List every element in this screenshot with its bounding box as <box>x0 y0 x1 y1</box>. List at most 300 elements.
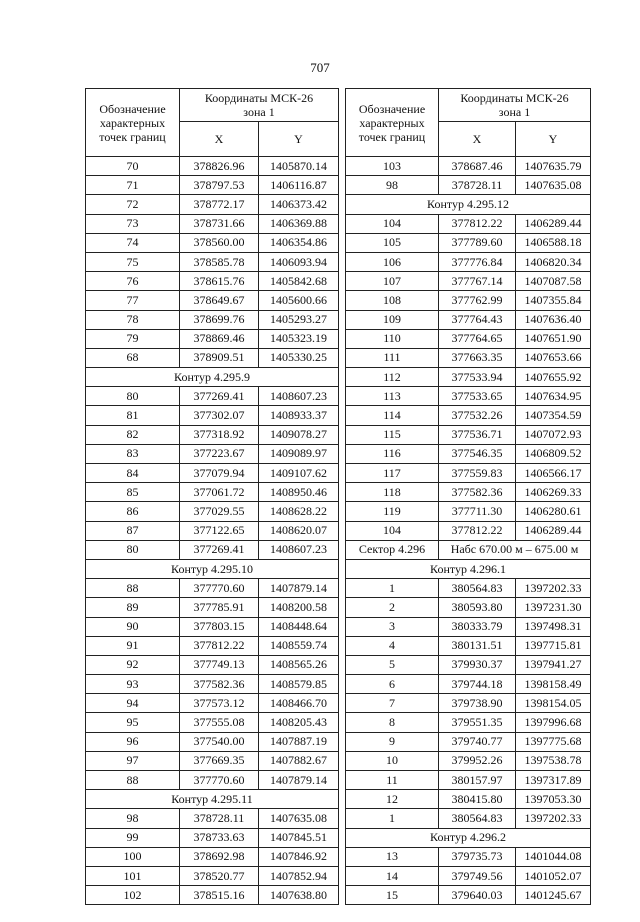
point-id: 7 <box>346 694 439 713</box>
x-coordinate: 378692.98 <box>180 847 259 866</box>
section-title: Контур 4.295.9 <box>86 368 339 387</box>
x-coordinate: 377536.71 <box>439 425 516 444</box>
y-coordinate: 1408620.07 <box>259 521 339 540</box>
point-id: 8 <box>346 713 439 732</box>
table-row <box>86 176 339 195</box>
point-id: 14 <box>346 866 439 885</box>
y-coordinate: 1406354.86 <box>259 233 339 252</box>
y-coordinate: 1401052.07 <box>516 866 591 885</box>
section-title: Контур 4.295.11 <box>86 790 339 809</box>
point-id: 68 <box>86 348 180 367</box>
table-row <box>86 655 339 674</box>
y-coordinate: 1401044.08 <box>516 847 591 866</box>
table-row <box>86 329 339 348</box>
table-row <box>346 329 591 348</box>
x-coordinate: 377770.60 <box>180 771 259 790</box>
y-coordinate: 1406280.61 <box>516 502 591 521</box>
section-row <box>86 790 339 809</box>
y-coordinate: 1407635.08 <box>516 176 591 195</box>
point-id: 101 <box>86 866 180 885</box>
y-coordinate: 1409089.97 <box>259 444 339 463</box>
point-id: 99 <box>86 828 180 847</box>
x-coordinate: 378520.77 <box>180 866 259 885</box>
table-row <box>346 368 591 387</box>
x-coordinate: 378699.76 <box>180 310 259 329</box>
table-row <box>346 291 591 310</box>
table-row <box>86 598 339 617</box>
point-id: 90 <box>86 617 180 636</box>
y-coordinate: 1407354.59 <box>516 406 591 425</box>
point-id: 100 <box>86 847 180 866</box>
section-row <box>346 559 591 578</box>
point-id: 80 <box>86 387 180 406</box>
page-number: 707 <box>310 60 330 75</box>
table-row <box>346 406 591 425</box>
y-coordinate: 1398158.49 <box>516 675 591 694</box>
table-row <box>86 195 339 214</box>
x-coordinate: 377812.22 <box>180 636 259 655</box>
point-id: 107 <box>346 272 439 291</box>
point-id: 104 <box>346 214 439 233</box>
header-x: X <box>439 122 516 157</box>
y-coordinate: 1405293.27 <box>259 310 339 329</box>
table-row <box>346 790 591 809</box>
x-coordinate: 377582.36 <box>180 675 259 694</box>
section-title: Контур 4.295.10 <box>86 559 339 578</box>
x-coordinate: 378515.16 <box>180 886 259 905</box>
table-row <box>86 886 339 905</box>
point-id: 116 <box>346 444 439 463</box>
x-coordinate: 377555.08 <box>180 713 259 732</box>
table-row <box>86 713 339 732</box>
table-row <box>86 771 339 790</box>
x-coordinate: 377532.26 <box>439 406 516 425</box>
point-id: 97 <box>86 751 180 770</box>
point-id: 92 <box>86 655 180 674</box>
header-designation: Обозначение характерных точек границ <box>86 89 180 157</box>
header-y: Y <box>516 122 591 157</box>
y-coordinate: 1408205.43 <box>259 713 339 732</box>
point-id: 1 <box>346 579 439 598</box>
y-coordinate: 1405842.68 <box>259 272 339 291</box>
x-coordinate: 379735.73 <box>439 847 516 866</box>
table-row <box>86 847 339 866</box>
y-coordinate: 1397715.81 <box>516 636 591 655</box>
point-id: 96 <box>86 732 180 751</box>
table-row <box>86 828 339 847</box>
x-coordinate: 377079.94 <box>180 464 259 483</box>
y-coordinate: 1405870.14 <box>259 157 339 176</box>
x-coordinate: 378615.76 <box>180 272 259 291</box>
x-coordinate: 378728.11 <box>180 809 259 828</box>
y-coordinate: 1407879.14 <box>259 579 339 598</box>
header-coord-system: Координаты МСК-26 зона 1 <box>180 89 339 122</box>
y-coordinate: 1407355.84 <box>516 291 591 310</box>
x-coordinate: 377762.99 <box>439 291 516 310</box>
section-row <box>86 559 339 578</box>
point-id: 117 <box>346 464 439 483</box>
y-coordinate: 1407635.79 <box>516 157 591 176</box>
x-coordinate: 380593.80 <box>439 598 516 617</box>
table-row <box>346 272 591 291</box>
x-coordinate: 377061.72 <box>180 483 259 502</box>
x-coordinate: 377540.00 <box>180 732 259 751</box>
table-row <box>86 348 339 367</box>
x-coordinate: 378733.63 <box>180 828 259 847</box>
x-coordinate: 377812.22 <box>439 521 516 540</box>
y-coordinate: 1409078.27 <box>259 425 339 444</box>
x-coordinate: 377573.12 <box>180 694 259 713</box>
table-row <box>346 636 591 655</box>
y-coordinate: 1397231.30 <box>516 598 591 617</box>
point-id: 72 <box>86 195 180 214</box>
y-coordinate: 1397317.89 <box>516 771 591 790</box>
point-id: 82 <box>86 425 180 444</box>
point-id: 15 <box>346 886 439 905</box>
table-row <box>346 252 591 271</box>
y-coordinate: 1406588.18 <box>516 233 591 252</box>
y-coordinate: 1406820.34 <box>516 252 591 271</box>
y-coordinate: 1397775.68 <box>516 732 591 751</box>
y-coordinate: 1406289.44 <box>516 214 591 233</box>
x-coordinate: 377764.43 <box>439 310 516 329</box>
y-coordinate: 1407634.95 <box>516 387 591 406</box>
x-coordinate: 377776.84 <box>439 252 516 271</box>
point-id: 79 <box>86 329 180 348</box>
header-x: X <box>180 122 259 157</box>
table-row <box>86 157 339 176</box>
y-coordinate: 1407087.58 <box>516 272 591 291</box>
y-coordinate: 1407852.94 <box>259 866 339 885</box>
y-coordinate: 1405330.25 <box>259 348 339 367</box>
y-coordinate: 1406566.17 <box>516 464 591 483</box>
table-row <box>86 521 339 540</box>
point-id: 78 <box>86 310 180 329</box>
point-id: 98 <box>86 809 180 828</box>
y-coordinate: 1406116.87 <box>259 176 339 195</box>
table-row <box>346 732 591 751</box>
x-coordinate: 377711.30 <box>439 502 516 521</box>
x-coordinate: 377789.60 <box>439 233 516 252</box>
point-id: 86 <box>86 502 180 521</box>
x-coordinate: 377582.36 <box>439 483 516 502</box>
table-row <box>346 214 591 233</box>
table-row <box>86 406 339 425</box>
point-id: 76 <box>86 272 180 291</box>
x-coordinate: 378731.66 <box>180 214 259 233</box>
x-coordinate: 380131.51 <box>439 636 516 655</box>
point-id: 12 <box>346 790 439 809</box>
point-id: 4 <box>346 636 439 655</box>
x-coordinate: 377669.35 <box>180 751 259 770</box>
y-coordinate: 1397498.31 <box>516 617 591 636</box>
table-row <box>346 348 591 367</box>
table-row <box>346 675 591 694</box>
x-coordinate: 377663.35 <box>439 348 516 367</box>
y-coordinate: 1406289.44 <box>516 521 591 540</box>
y-coordinate: 1408466.70 <box>259 694 339 713</box>
table-row <box>86 464 339 483</box>
x-coordinate: 378560.00 <box>180 233 259 252</box>
point-id: 89 <box>86 598 180 617</box>
table-row <box>86 252 339 271</box>
table-row <box>86 483 339 502</box>
x-coordinate: 379952.26 <box>439 751 516 770</box>
table-row <box>346 310 591 329</box>
x-coordinate: 379738.90 <box>439 694 516 713</box>
point-id: 70 <box>86 157 180 176</box>
y-coordinate: 1407638.80 <box>259 886 339 905</box>
point-id: 93 <box>86 675 180 694</box>
point-id: 74 <box>86 233 180 252</box>
table-row <box>86 809 339 828</box>
point-id: 81 <box>86 406 180 425</box>
section-row <box>346 195 591 214</box>
point-id: 87 <box>86 521 180 540</box>
y-coordinate: 1407846.92 <box>259 847 339 866</box>
point-id: 88 <box>86 579 180 598</box>
y-coordinate: 1401245.67 <box>516 886 591 905</box>
section-title: Контур 4.295.12 <box>346 195 591 214</box>
y-coordinate: 1406093.94 <box>259 252 339 271</box>
header-designation: Обозначение характерных точек границ <box>346 89 439 157</box>
point-id: 83 <box>86 444 180 463</box>
x-coordinate: 377559.83 <box>439 464 516 483</box>
x-coordinate: 377812.22 <box>439 214 516 233</box>
x-coordinate: 378649.67 <box>180 291 259 310</box>
y-coordinate: 1406369.88 <box>259 214 339 233</box>
y-coordinate: 1408950.46 <box>259 483 339 502</box>
point-id: 108 <box>346 291 439 310</box>
x-coordinate: 379551.35 <box>439 713 516 732</box>
point-id: 11 <box>346 771 439 790</box>
table-row <box>86 751 339 770</box>
table-body-right <box>346 157 591 905</box>
y-coordinate: 1406269.33 <box>516 483 591 502</box>
x-coordinate: 378909.51 <box>180 348 259 367</box>
x-coordinate: 377269.41 <box>180 540 259 559</box>
y-coordinate: 1406373.42 <box>259 195 339 214</box>
y-coordinate: 1408933.37 <box>259 406 339 425</box>
y-coordinate: 1407655.92 <box>516 368 591 387</box>
point-id: 103 <box>346 157 439 176</box>
table-row <box>346 176 591 195</box>
point-id: 88 <box>86 771 180 790</box>
x-coordinate: 378826.96 <box>180 157 259 176</box>
y-coordinate: 1397053.30 <box>516 790 591 809</box>
point-id: 91 <box>86 636 180 655</box>
point-id: 114 <box>346 406 439 425</box>
x-coordinate: 377029.55 <box>180 502 259 521</box>
x-coordinate: 379640.03 <box>439 886 516 905</box>
table-row <box>86 694 339 713</box>
table-row <box>346 387 591 406</box>
y-coordinate: 1408607.23 <box>259 540 339 559</box>
point-id: 110 <box>346 329 439 348</box>
coordinates-table-left <box>85 88 339 905</box>
x-coordinate: 378728.11 <box>439 176 516 195</box>
point-id: 13 <box>346 847 439 866</box>
coordinates-table-right <box>345 88 591 905</box>
table-row <box>346 694 591 713</box>
x-coordinate: 377223.67 <box>180 444 259 463</box>
x-coordinate: 378687.46 <box>439 157 516 176</box>
point-id: 106 <box>346 252 439 271</box>
x-coordinate: 377749.13 <box>180 655 259 674</box>
table-row <box>346 713 591 732</box>
x-coordinate: 378772.17 <box>180 195 259 214</box>
table-row <box>86 214 339 233</box>
y-coordinate: 1407653.66 <box>516 348 591 367</box>
sector-row <box>346 540 591 559</box>
table-row <box>346 464 591 483</box>
point-id: 95 <box>86 713 180 732</box>
y-coordinate: 1408559.74 <box>259 636 339 655</box>
table-row <box>86 233 339 252</box>
point-id: 112 <box>346 368 439 387</box>
point-id: 104 <box>346 521 439 540</box>
x-coordinate: 377318.92 <box>180 425 259 444</box>
table-row <box>346 157 591 176</box>
x-coordinate: 379740.77 <box>439 732 516 751</box>
x-coordinate: 377767.14 <box>439 272 516 291</box>
table-row <box>346 809 591 828</box>
point-id: 2 <box>346 598 439 617</box>
x-coordinate: 378869.46 <box>180 329 259 348</box>
x-coordinate: 377269.41 <box>180 387 259 406</box>
table-row <box>86 502 339 521</box>
table-row <box>86 540 339 559</box>
y-coordinate: 1408565.26 <box>259 655 339 674</box>
y-coordinate: 1407845.51 <box>259 828 339 847</box>
table-row <box>86 444 339 463</box>
section-row <box>346 828 591 847</box>
point-id: 75 <box>86 252 180 271</box>
point-id: 77 <box>86 291 180 310</box>
point-id: 6 <box>346 675 439 694</box>
section-title: Контур 4.296.1 <box>346 559 591 578</box>
y-coordinate: 1397538.78 <box>516 751 591 770</box>
x-coordinate: 378797.53 <box>180 176 259 195</box>
x-coordinate: 377122.65 <box>180 521 259 540</box>
x-coordinate: 380157.97 <box>439 771 516 790</box>
y-coordinate: 1408448.64 <box>259 617 339 636</box>
y-coordinate: 1397996.68 <box>516 713 591 732</box>
table-row <box>346 771 591 790</box>
y-coordinate: 1405323.19 <box>259 329 339 348</box>
x-coordinate: 377546.35 <box>439 444 516 463</box>
y-coordinate: 1408200.58 <box>259 598 339 617</box>
table-row <box>346 866 591 885</box>
y-coordinate: 1409107.62 <box>259 464 339 483</box>
point-id: 84 <box>86 464 180 483</box>
section-title: Контур 4.296.2 <box>346 828 591 847</box>
point-id: 109 <box>346 310 439 329</box>
point-id: 80 <box>86 540 180 559</box>
point-id: 85 <box>86 483 180 502</box>
y-coordinate: 1397202.33 <box>516 809 591 828</box>
y-coordinate: 1407879.14 <box>259 771 339 790</box>
y-coordinate: 1406809.52 <box>516 444 591 463</box>
table-row <box>346 444 591 463</box>
x-coordinate: 378585.78 <box>180 252 259 271</box>
x-coordinate: 377764.65 <box>439 329 516 348</box>
table-row <box>346 425 591 444</box>
point-id: 10 <box>346 751 439 770</box>
table-row <box>86 579 339 598</box>
y-coordinate: 1407887.19 <box>259 732 339 751</box>
x-coordinate: 377770.60 <box>180 579 259 598</box>
y-coordinate: 1407636.40 <box>516 310 591 329</box>
x-coordinate: 377785.91 <box>180 598 259 617</box>
x-coordinate: 380564.83 <box>439 579 516 598</box>
table-row <box>346 655 591 674</box>
y-coordinate: 1408607.23 <box>259 387 339 406</box>
x-coordinate: 377533.65 <box>439 387 516 406</box>
table-row <box>346 502 591 521</box>
point-id: 1 <box>346 809 439 828</box>
point-id: 5 <box>346 655 439 674</box>
table-row <box>86 387 339 406</box>
x-coordinate: 377803.15 <box>180 617 259 636</box>
y-coordinate: 1408628.22 <box>259 502 339 521</box>
x-coordinate: 379930.37 <box>439 655 516 674</box>
sector-info: Набс 670.00 м – 675.00 м <box>439 540 591 559</box>
table-row <box>86 617 339 636</box>
table-row <box>86 675 339 694</box>
y-coordinate: 1407882.67 <box>259 751 339 770</box>
y-coordinate: 1407651.90 <box>516 329 591 348</box>
point-id: 94 <box>86 694 180 713</box>
table-row <box>86 310 339 329</box>
y-coordinate: 1407072.93 <box>516 425 591 444</box>
x-coordinate: 380564.83 <box>439 809 516 828</box>
x-coordinate: 377533.94 <box>439 368 516 387</box>
table-row <box>346 521 591 540</box>
table-row <box>86 732 339 751</box>
section-row <box>86 368 339 387</box>
table-row <box>346 617 591 636</box>
header-y: Y <box>259 122 339 157</box>
y-coordinate: 1398154.05 <box>516 694 591 713</box>
point-id: 113 <box>346 387 439 406</box>
x-coordinate: 379749.56 <box>439 866 516 885</box>
point-id: 105 <box>346 233 439 252</box>
table-row <box>346 751 591 770</box>
table-row <box>346 847 591 866</box>
point-id: 111 <box>346 348 439 367</box>
header-coord-system: Координаты МСК-26 зона 1 <box>439 89 591 122</box>
point-id: 73 <box>86 214 180 233</box>
point-id: 9 <box>346 732 439 751</box>
point-id: 118 <box>346 483 439 502</box>
point-id: 102 <box>86 886 180 905</box>
y-coordinate: 1397202.33 <box>516 579 591 598</box>
sector-title: Сектор 4.296 <box>346 540 439 559</box>
table-row <box>346 579 591 598</box>
table-row <box>346 233 591 252</box>
table-row <box>86 272 339 291</box>
table-body-left <box>86 157 339 905</box>
point-id: 119 <box>346 502 439 521</box>
y-coordinate: 1405600.66 <box>259 291 339 310</box>
table-row <box>86 291 339 310</box>
table-row <box>346 886 591 905</box>
point-id: 71 <box>86 176 180 195</box>
table-row <box>346 598 591 617</box>
table-row <box>346 483 591 502</box>
x-coordinate: 380333.79 <box>439 617 516 636</box>
